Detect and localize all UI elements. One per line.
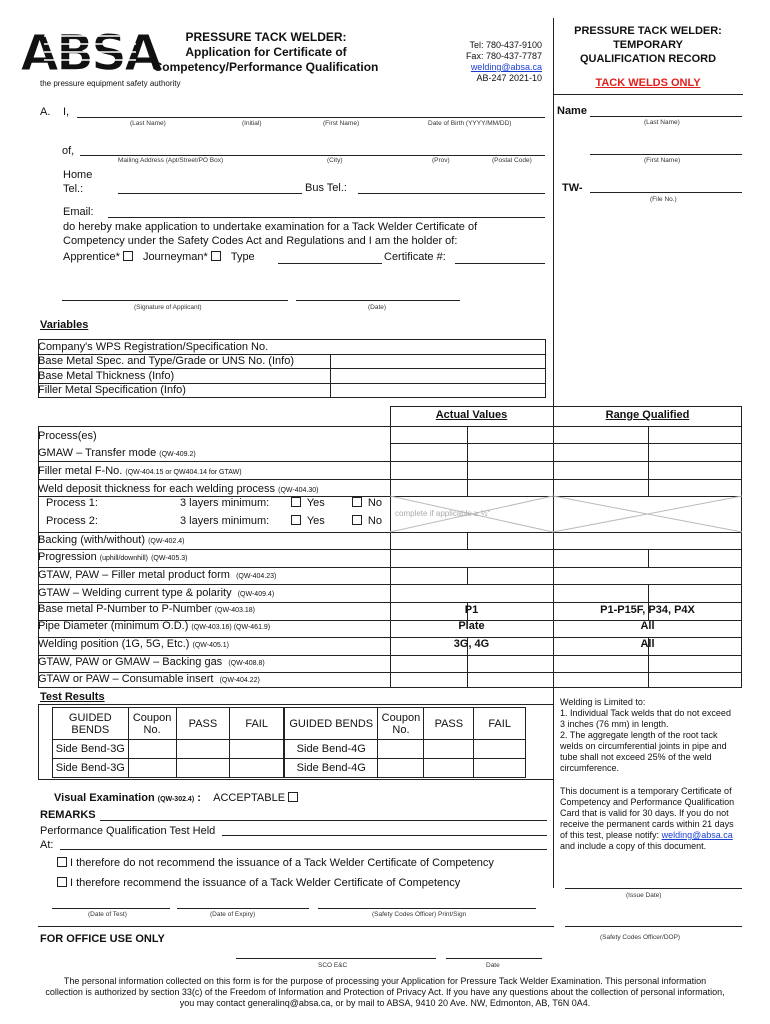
sco-field[interactable] xyxy=(236,958,436,959)
position-actual: 3G, 4G xyxy=(453,638,490,650)
fax-number: Fax: 780-437-7787 xyxy=(465,51,542,61)
footer-line-1: The personal information collected on this form is for the purpose of processing your Application for Pressure Tack Welder Examination. This personal information xyxy=(63,976,707,986)
backing-gas-ref: (QW-408.8) xyxy=(228,660,265,667)
title-line-2: Application for Certificate of xyxy=(185,45,347,59)
file-number-field[interactable] xyxy=(590,192,742,193)
sidebar-title-line-1: PRESSURE TACK WELDER: xyxy=(574,25,722,37)
pass-header: PASS xyxy=(176,708,230,740)
process-1-options xyxy=(288,497,382,509)
type-label: Type xyxy=(230,251,255,263)
officer-field[interactable] xyxy=(318,908,536,909)
welding-email-link[interactable]: welding@absa.ca xyxy=(661,830,733,840)
i-label: I, xyxy=(63,106,70,118)
recommend-row xyxy=(54,877,460,889)
position-range: All xyxy=(640,638,655,650)
journeyman-label: Journeyman* xyxy=(142,251,208,263)
base-metal-spec-row: Base Metal Spec. and Type/Grade or UNS No. (Info) xyxy=(38,355,294,367)
pnumber-row xyxy=(38,603,255,615)
privacy-footer xyxy=(30,976,740,1009)
side-bend-4g-2: Side Bend-4G xyxy=(285,759,378,778)
tw-label: TW- xyxy=(562,182,583,194)
process-1-no-label: No xyxy=(367,497,382,509)
deposit-label: Weld deposit thickness for each welding process xyxy=(38,483,276,495)
side-bend-3g-1: Side Bend-3G xyxy=(53,740,129,759)
coupon-cell[interactable] xyxy=(378,740,424,759)
backing-label: Backing (with/without) xyxy=(38,534,145,546)
signature-caption: (Signature of Applicant) xyxy=(134,304,202,311)
process-1-yes-label: Yes xyxy=(306,497,325,509)
pnumber-ref: (QW-403.18) xyxy=(214,607,256,614)
progression-ref: (QW-405.3) xyxy=(151,555,188,562)
test-held xyxy=(40,824,215,852)
tack-welds-only: TACK WELDS ONLY xyxy=(595,77,701,89)
diameter-ref: (QW-403.16) (QW-461.9) xyxy=(191,624,271,631)
pnumber-range: P1-P15F, P34, P4X xyxy=(600,604,695,616)
filler-row xyxy=(38,465,242,477)
deposit-ref: (QW-404.30) xyxy=(278,487,319,494)
process-2-label: Process 2: xyxy=(46,515,98,527)
backing-ref: (QW-402.4) xyxy=(148,538,185,545)
test-held-line-1: Performance Qualification Test Held xyxy=(40,825,216,837)
wps-registration-row: Company's WPS Registration/Specification No. xyxy=(38,341,269,353)
remarks-field[interactable] xyxy=(100,820,547,821)
process-1-layers: 3 layers minimum: xyxy=(180,497,270,509)
issue-date-caption: (Issue Date) xyxy=(626,892,662,899)
recommend-checkbox[interactable] xyxy=(57,877,67,887)
sidebar-last-name-caption: (Last Name) xyxy=(644,119,680,126)
temporary-notice xyxy=(560,786,738,852)
visual-exam-label: Visual Examination xyxy=(54,792,155,804)
mailing-address-line[interactable] xyxy=(80,155,545,156)
office-date-field[interactable] xyxy=(446,958,542,959)
gtaw-current-label: GTAW – Welding current type & polarity xyxy=(38,587,232,599)
base-metal-thickness-row: Base Metal Thickness (Info) xyxy=(38,370,175,382)
office-use-heading: FOR OFFICE USE ONLY xyxy=(40,933,165,945)
gtaw-current-row xyxy=(38,587,274,599)
limit-2: 2. The aggregate length of the root tack welds on circumferential joints in pipe and tube shall not exceed 25% of the weld circumference. xyxy=(560,730,727,773)
acceptable-label: ACCEPTABLE xyxy=(213,792,286,804)
declaration-line-2: Competency under the Safety Codes Act and Regulations and I am the holder of: xyxy=(63,235,458,247)
gtaw-current-ref: (QW-409.4) xyxy=(237,591,275,598)
form-number: AB-247 2021-10 xyxy=(476,73,542,83)
sidebar-first-name-field[interactable] xyxy=(590,154,742,155)
sidebar-title-line-3: QUALIFICATION RECORD xyxy=(579,53,717,65)
process-1-no-checkbox[interactable] xyxy=(352,497,362,507)
initial-caption: (Initial) xyxy=(242,120,262,127)
progression-sub: (uphill/downhill) xyxy=(99,555,149,562)
fail-cell[interactable] xyxy=(230,740,284,759)
of-label: of, xyxy=(62,145,75,157)
pass-cell[interactable] xyxy=(176,759,230,778)
temporary-notice-text: This document is a temporary Certificate of Competency and Performance Qualification Card that is valid for 30 days. If you do not receive the permanent cards within 21 days of this test, please notify: xyxy=(560,786,735,840)
backing-gas-label: GTAW, PAW or GMAW – Backing gas xyxy=(38,656,223,668)
signature-field[interactable] xyxy=(62,300,288,301)
guided-bends-header-right: GUIDED BENDS xyxy=(285,708,378,740)
test-location-field[interactable] xyxy=(60,849,547,850)
contact-email-link[interactable]: welding@absa.ca xyxy=(470,62,542,72)
prov-caption: (Prov) xyxy=(432,157,450,164)
first-name-caption: (First Name) xyxy=(323,120,360,127)
process-2-no-label: No xyxy=(367,515,382,527)
logo-text: ABSA xyxy=(20,24,160,82)
bend-table-right xyxy=(284,707,526,778)
process-2-yes-label: Yes xyxy=(306,515,325,527)
test-held-line-2: At: xyxy=(40,839,54,851)
expiry-date-field[interactable] xyxy=(177,908,309,909)
coupon-cell[interactable] xyxy=(378,759,424,778)
position-ref: (QW-405.1) xyxy=(192,642,229,649)
coupon-cell[interactable] xyxy=(128,759,176,778)
applicant-name-line[interactable] xyxy=(77,117,545,118)
mailing-caption: Mailing Address (Apt/Street/PO Box) xyxy=(118,157,224,164)
visual-exam-row xyxy=(54,792,301,804)
processes-label: Process(es) xyxy=(38,430,97,442)
filler-ref: (QW-404.15 or QW404.14 for GTAW) xyxy=(125,469,242,476)
gtaw-filler-row xyxy=(38,569,276,581)
home-tel-label xyxy=(63,168,92,196)
journeyman-checkbox[interactable] xyxy=(211,251,221,261)
office-divider xyxy=(38,926,554,927)
officer-dop-field[interactable] xyxy=(565,926,742,927)
acceptable-checkbox[interactable] xyxy=(288,792,298,802)
watermark-text: complete if applicable ≥ ½" xyxy=(395,509,491,518)
fail-header-right: FAIL xyxy=(474,708,526,740)
deposit-row xyxy=(38,483,318,495)
guided-bends-header: GUIDED BENDS xyxy=(53,708,129,740)
holder-options xyxy=(63,251,255,263)
expiry-date-caption: (Date of Expiry) xyxy=(210,911,256,918)
insert-ref: (QW-404.22) xyxy=(219,677,260,684)
visual-exam-colon: : xyxy=(197,792,201,804)
limits-title: Welding is Limited to: xyxy=(560,697,646,707)
insert-row xyxy=(38,673,260,685)
insert-label: GTAW or PAW – Consumable insert xyxy=(38,673,214,685)
coupon-no-header: Coupon No. xyxy=(128,708,176,740)
sco-caption: SCO E&C xyxy=(318,962,348,969)
range-qualified-header: Range Qualified xyxy=(605,409,690,421)
home-tel-field[interactable] xyxy=(118,193,302,194)
side-bend-4g-1: Side Bend-4G xyxy=(285,740,378,759)
tel-label: Tel.: xyxy=(63,183,84,195)
progression-label: Progression xyxy=(38,551,97,563)
not-recommend-label: I therefore do not recommend the issuance of a Tack Welder Certificate of Competency xyxy=(70,857,494,869)
declaration xyxy=(63,220,477,248)
remarks-label: REMARKS xyxy=(40,809,96,821)
not-recommend-checkbox[interactable] xyxy=(57,857,67,867)
sidebar-first-name-caption: (First Name) xyxy=(644,157,681,164)
file-number-caption: (File No.) xyxy=(650,196,677,203)
position-label: Welding position (1G, 5G, Etc.) xyxy=(38,638,190,650)
fail-cell[interactable] xyxy=(474,740,526,759)
recommend-label: I therefore recommend the issuance of a Tack Welder Certificate of Competency xyxy=(70,877,461,889)
test-date-field[interactable] xyxy=(52,908,170,909)
pass-cell[interactable] xyxy=(176,740,230,759)
gtaw-filler-label: GTAW, PAW – Filler metal product form xyxy=(38,569,230,581)
process-1-yes-checkbox[interactable] xyxy=(291,497,301,507)
absa-logo xyxy=(20,22,160,82)
position-row xyxy=(38,638,229,650)
sidebar-rule xyxy=(553,94,743,95)
limit-1: 1. Individual Tack welds that do not exceed 3 inches (76 mm) in length. xyxy=(560,708,731,729)
diameter-label: Pipe Diameter (minimum O.D.) xyxy=(38,620,189,632)
tagline: the pressure equipment safety authority xyxy=(40,79,181,88)
officer-dop-caption: (Safety Codes Officer/DOP) xyxy=(600,934,681,941)
pass-cell[interactable] xyxy=(424,759,474,778)
title-line-3: Competency/Performance Qualification xyxy=(153,60,379,74)
sidebar-title xyxy=(560,24,736,66)
signature-date-caption: (Date) xyxy=(368,304,387,311)
apprentice-label: Apprentice* xyxy=(63,251,120,263)
fail-cell[interactable] xyxy=(230,759,284,778)
process-2-yes-checkbox[interactable] xyxy=(291,515,301,525)
footer-line-2: collection is authorized by section 33(c) of the Freedom of Information and Protection of Privacy Act. If you have any questions about the collection of personal information, xyxy=(45,987,725,997)
temporary-notice-tail: and include a copy of this document. xyxy=(560,841,707,851)
sidebar-last-name-field[interactable] xyxy=(590,116,742,117)
contact-block xyxy=(440,40,542,84)
sidebar-title-line-2: TEMPORARY xyxy=(613,39,683,51)
last-name-caption: (Last Name) xyxy=(130,120,166,127)
phone-number: Tel: 780-437-9100 xyxy=(469,40,542,50)
pass-header-right: PASS xyxy=(424,708,474,740)
gmaw-label: GMAW – Transfer mode xyxy=(38,447,157,459)
filler-label: Filler metal F-No. xyxy=(38,465,123,477)
test-held-field[interactable] xyxy=(222,835,547,836)
process-1-label: Process 1: xyxy=(46,497,98,509)
office-date-caption: Date xyxy=(486,962,500,969)
signature-date-field[interactable] xyxy=(296,300,460,301)
home-label: Home xyxy=(63,169,93,181)
gmaw-row xyxy=(38,447,196,459)
process-2-options xyxy=(288,515,382,527)
title-line-1: PRESSURE TACK WELDER: xyxy=(185,30,347,44)
sidebar-name-label: Name xyxy=(557,105,587,117)
gmaw-ref: (QW-409.2) xyxy=(159,451,196,458)
apprentice-checkbox[interactable] xyxy=(123,251,133,261)
pnumber-actual: P1 xyxy=(464,604,479,616)
progression-row xyxy=(38,551,188,563)
variables-heading: Variables xyxy=(40,319,89,331)
certificate-field[interactable] xyxy=(455,263,545,264)
process-2-no-checkbox[interactable] xyxy=(352,515,362,525)
fail-cell[interactable] xyxy=(474,759,526,778)
crossed-area-range xyxy=(553,496,742,532)
pass-cell[interactable] xyxy=(424,740,474,759)
diameter-row xyxy=(38,620,270,632)
side-bend-3g-2: Side Bend-3G xyxy=(53,759,129,778)
declaration-line-1: do hereby make application to undertake examination for a Tack Welder Certificate of xyxy=(63,221,478,233)
welding-limits xyxy=(560,697,735,774)
bend-table-left xyxy=(52,707,284,778)
pnumber-label: Base metal P-Number to P-Number xyxy=(38,603,212,615)
fail-header: FAIL xyxy=(230,708,284,740)
email-field[interactable] xyxy=(108,217,545,218)
officer-caption: (Safety Codes Officer) Print/Sign xyxy=(372,911,467,918)
coupon-no-header-right: Coupon No. xyxy=(378,708,424,740)
process-2-layers: 3 layers minimum: xyxy=(180,515,270,527)
not-recommend-row xyxy=(54,857,494,869)
diameter-range: All xyxy=(640,620,655,632)
city-caption: (City) xyxy=(327,157,343,164)
actual-values-header: Actual Values xyxy=(435,409,508,421)
backing-row xyxy=(38,534,185,546)
coupon-cell[interactable] xyxy=(128,740,176,759)
backing-gas-row xyxy=(38,656,265,668)
test-results-heading: Test Results xyxy=(40,691,105,703)
certificate-label: Certificate #: xyxy=(384,251,446,263)
bus-tel-field[interactable] xyxy=(358,193,545,194)
email-label: Email: xyxy=(63,206,94,218)
postal-caption: (Postal Code) xyxy=(492,157,532,164)
test-date-caption: (Date of Test) xyxy=(88,911,127,918)
section-a-label: A. xyxy=(40,106,51,118)
type-field[interactable] xyxy=(278,263,382,264)
filler-metal-spec-row: Filler Metal Specification (Info) xyxy=(38,384,186,396)
visual-exam-ref: (QW-302.4) xyxy=(157,796,195,803)
diameter-actual: Plate xyxy=(458,620,485,632)
dob-caption: Date of Birth (YYYY/MM/DD) xyxy=(428,120,512,127)
form-title xyxy=(150,30,382,75)
footer-line-3: you may contact generalinq@absa.ca, or by mail to ABSA, 9410 20 Ave. NW, Edmonton, AB, T6N 0A4. xyxy=(179,998,591,1008)
gtaw-filler-ref: (QW-404.23) xyxy=(236,573,277,580)
issue-date-field[interactable] xyxy=(565,888,742,889)
bus-tel-label: Bus Tel.: xyxy=(305,182,347,194)
